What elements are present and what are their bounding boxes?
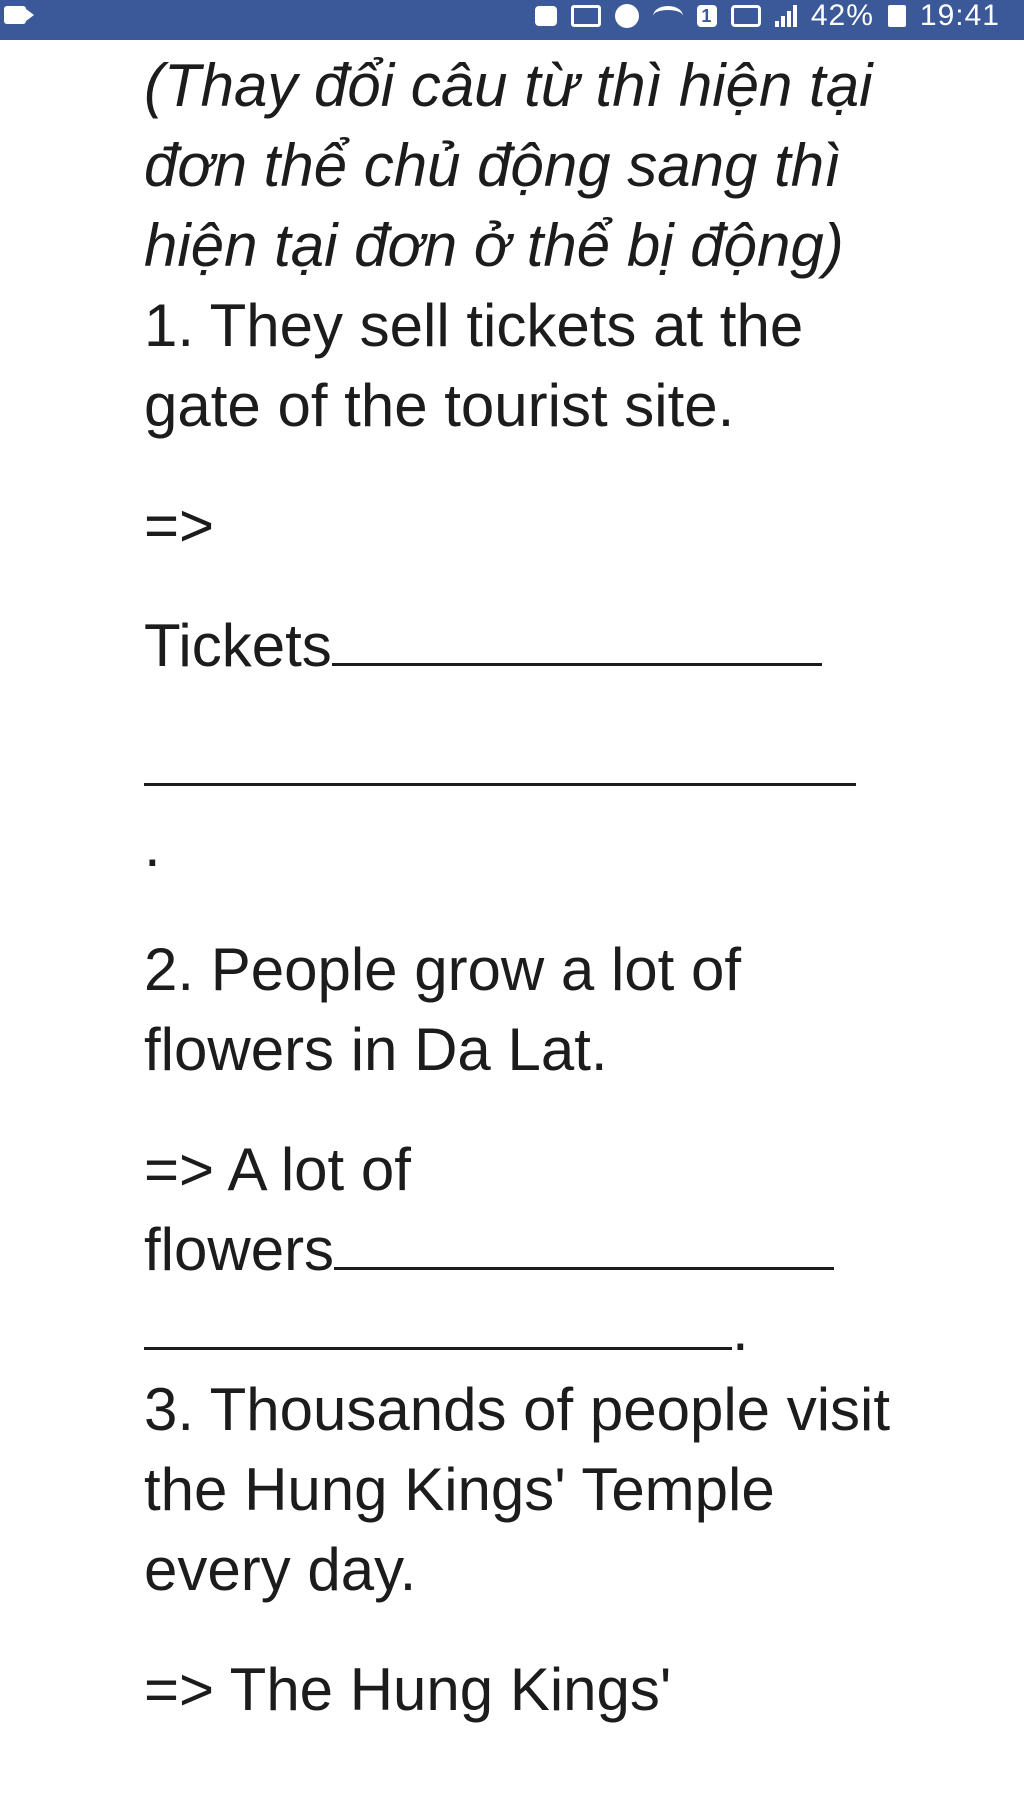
instruction: (Thay đổi câu từ thì hiện tại đơn thể chủ động sang thì hiện tại đơn ở thể bị động): [144, 52, 873, 279]
cast-icon: [571, 5, 601, 27]
question-1: 1. They sell tickets at the gate of the tourist site.: [144, 292, 804, 439]
image-icon: [535, 6, 557, 26]
question-2-answer-line: [144, 1210, 904, 1290]
status-icons: [535, 0, 1000, 32]
question-1-blank[interactable]: [332, 607, 822, 666]
question-2-arrow: => A lot of: [144, 1136, 411, 1203]
clock: 19:41: [919, 0, 1000, 32]
question-1-answer-line-2: [144, 726, 904, 806]
alarm-icon: [615, 4, 639, 28]
signal-icon: [775, 5, 797, 27]
question-1-answer-end: .: [144, 812, 161, 879]
sim-icon: 1: [697, 5, 717, 27]
status-bar: [0, 0, 1024, 40]
signal-bars-icon: [731, 5, 761, 27]
question-2-answer-line-2: [144, 1290, 904, 1370]
question-2-answer-end: .: [732, 1296, 749, 1363]
app-notification-icon: [4, 6, 26, 24]
question-2: 2. People grow a lot of flowers in Da Lat.: [144, 936, 742, 1083]
question-1-answer-start: Tickets: [144, 612, 332, 679]
exercise-content: [144, 40, 904, 1730]
question-3-arrow: => The Hung Kings': [144, 1656, 672, 1723]
wifi-icon: [653, 6, 683, 26]
question-3: 3. Thousands of people visit the Hung Kings' Temple every day.: [144, 1376, 891, 1603]
question-2-blank-2[interactable]: [144, 1291, 732, 1350]
question-1-arrow: =>: [144, 492, 215, 559]
battery-percent: 42%: [810, 0, 874, 32]
question-2-answer-start: flowers: [144, 1216, 335, 1283]
question-1-blank-2[interactable]: [144, 727, 856, 786]
battery-icon: [888, 5, 906, 27]
question-1-answer-line: [144, 606, 904, 686]
question-2-blank[interactable]: [334, 1211, 834, 1270]
